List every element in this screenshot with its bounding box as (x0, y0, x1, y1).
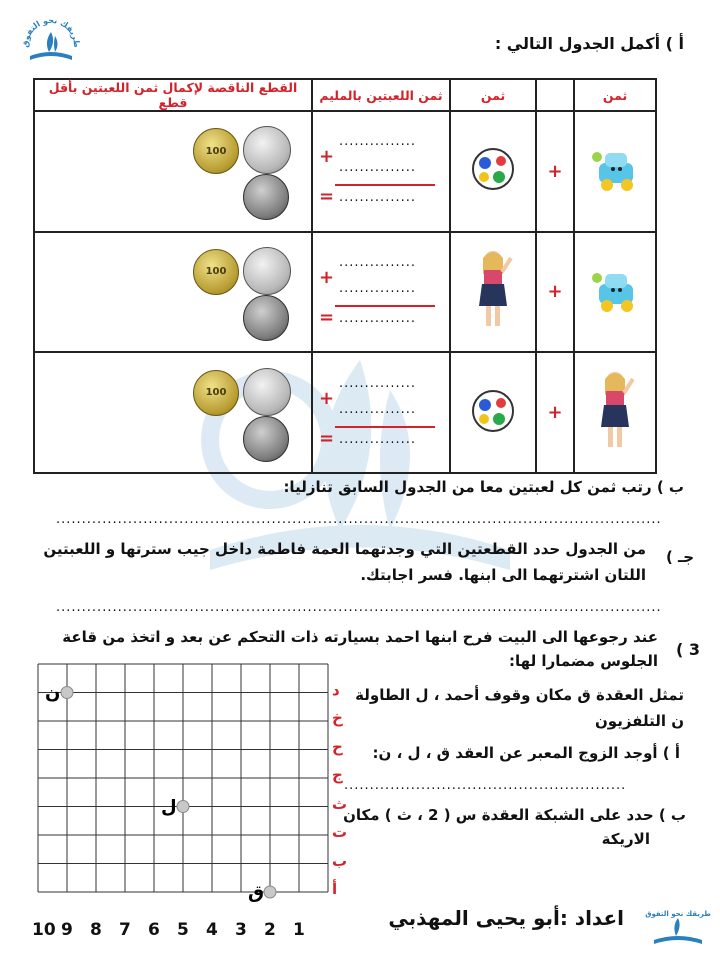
answer-blank[interactable]: ............... (339, 190, 416, 206)
q3-line4: ن التلفزيون (594, 712, 684, 730)
x-axis-label: 9 (61, 920, 73, 940)
coin-silver (243, 247, 291, 295)
answer-blank[interactable]: ............... (339, 134, 416, 150)
grid-point (264, 886, 276, 898)
x-axis-label: 8 (90, 920, 102, 940)
plus-sign: + (319, 146, 335, 168)
grid-point-label: ن (45, 682, 61, 704)
coin-dark (243, 295, 289, 341)
coordinate-grid (38, 664, 328, 903)
x-axis-label: 4 (206, 920, 218, 940)
answer-blank[interactable]: ............... (339, 310, 416, 326)
doll-toy-icon (593, 369, 637, 453)
header-price-1: ثمن (574, 79, 656, 111)
plus-sign: + (536, 111, 574, 232)
coin-100: 100 (193, 128, 239, 174)
part-c-line2: اللتان اشترتهما الى ابنها. فسر اجابتك. (360, 566, 646, 584)
table-row (34, 232, 656, 353)
plus-sign: + (536, 232, 574, 353)
x-axis-label: 2 (264, 920, 276, 940)
header-blank (536, 79, 574, 111)
header-missing-coins: القطع الناقصة لإكمال ثمن اللعبتين بأقل قطع (34, 79, 312, 111)
equals-sign: = (319, 306, 335, 328)
q3-number: 3 ) (675, 640, 700, 659)
doll-toy-icon (471, 248, 515, 332)
coin-100: 100 (193, 370, 239, 416)
prices-table (33, 78, 657, 474)
grid-point (61, 687, 73, 699)
coin-dark (243, 174, 289, 220)
coin-dark (243, 416, 289, 462)
plus-sign: + (319, 387, 335, 409)
answer-line[interactable]: ....................................................... (344, 778, 627, 793)
grid-point (177, 801, 189, 813)
coin-silver (243, 126, 291, 174)
coin-silver (243, 368, 291, 416)
answer-line[interactable]: ...................................................................................................................... (56, 600, 662, 615)
plus-sign: + (319, 266, 335, 288)
equals-sign: = (319, 186, 335, 208)
grid-point-label: ل (161, 796, 177, 818)
car-toy-icon (587, 264, 643, 316)
answer-blank[interactable]: ............... (339, 375, 416, 391)
logo-text: طريقك نحو التفوق (20, 15, 82, 48)
q3-question-b-line2: الاريكة (601, 830, 650, 848)
x-axis-label: 6 (148, 920, 160, 940)
grid-point-label: ق (248, 882, 265, 903)
answer-blank[interactable]: ............... (339, 254, 416, 270)
answer-blank[interactable]: ............... (339, 431, 416, 447)
ball-toy-icon (471, 389, 515, 433)
logo (645, 906, 711, 952)
q3-line3: تمثل العقدة ق مكان وقوف أحمد ، ل الطاولة (355, 686, 684, 704)
ball-toy-icon (471, 147, 515, 191)
answer-blank[interactable]: ............... (339, 280, 416, 296)
answer-blank[interactable]: ............... (339, 160, 416, 176)
sum-line (335, 426, 435, 428)
plus-sign: + (536, 352, 574, 473)
answer-blank[interactable]: ............... (339, 401, 416, 417)
x-axis-label: 1 (293, 920, 305, 940)
coin-100: 100 (193, 249, 239, 295)
part-a-title: أ ) أكمل الجدول التالي : (494, 34, 684, 53)
car-toy-icon (587, 143, 643, 195)
q3-question-b-line1: ب ) حدد على الشبكة العقدة س ( 2 ، ث ) مكان (343, 806, 686, 824)
author: اعداد :أبو يحيى المهذبي (388, 906, 624, 930)
table-row (34, 352, 656, 473)
equals-sign: = (319, 427, 335, 449)
x-axis-label: 3 (235, 920, 247, 940)
part-c-label: جـ ) (665, 548, 694, 566)
part-c-line1: من الجدول حدد القطعتين التي وجدتهما العمة فاطمة داخل جيب سترتها و اللعبتين (43, 540, 646, 558)
sum-line (335, 184, 435, 186)
sum-line (335, 305, 435, 307)
logo (20, 10, 82, 72)
answer-line[interactable]: ...................................................................................................................... (56, 512, 662, 527)
q3-line1: عند رجوعها الى البيت فرح ابنها احمد بسيارته ذات التحكم عن بعد و اتخذ من قاعة (62, 628, 658, 646)
x-axis-label: 10 (32, 920, 56, 940)
x-axis-label: 5 (177, 920, 189, 940)
logo-text: طريقك نحو التفوق (645, 910, 711, 918)
q3-line2: الجلوس مضمارا لها: (509, 652, 658, 670)
header-total-price: ثمن اللعبتين بالمليم (312, 79, 450, 111)
header-price-2: ثمن (450, 79, 536, 111)
q3-question-a: أ ) أوجد الزوج المعبر عن العقد ق ، ل ، ن: (372, 744, 680, 762)
x-axis-label: 7 (119, 920, 131, 940)
table-row (34, 111, 656, 232)
part-b-text: ب ) رتب ثمن كل لعبتين معا من الجدول السابق تنازليا: (283, 478, 684, 496)
